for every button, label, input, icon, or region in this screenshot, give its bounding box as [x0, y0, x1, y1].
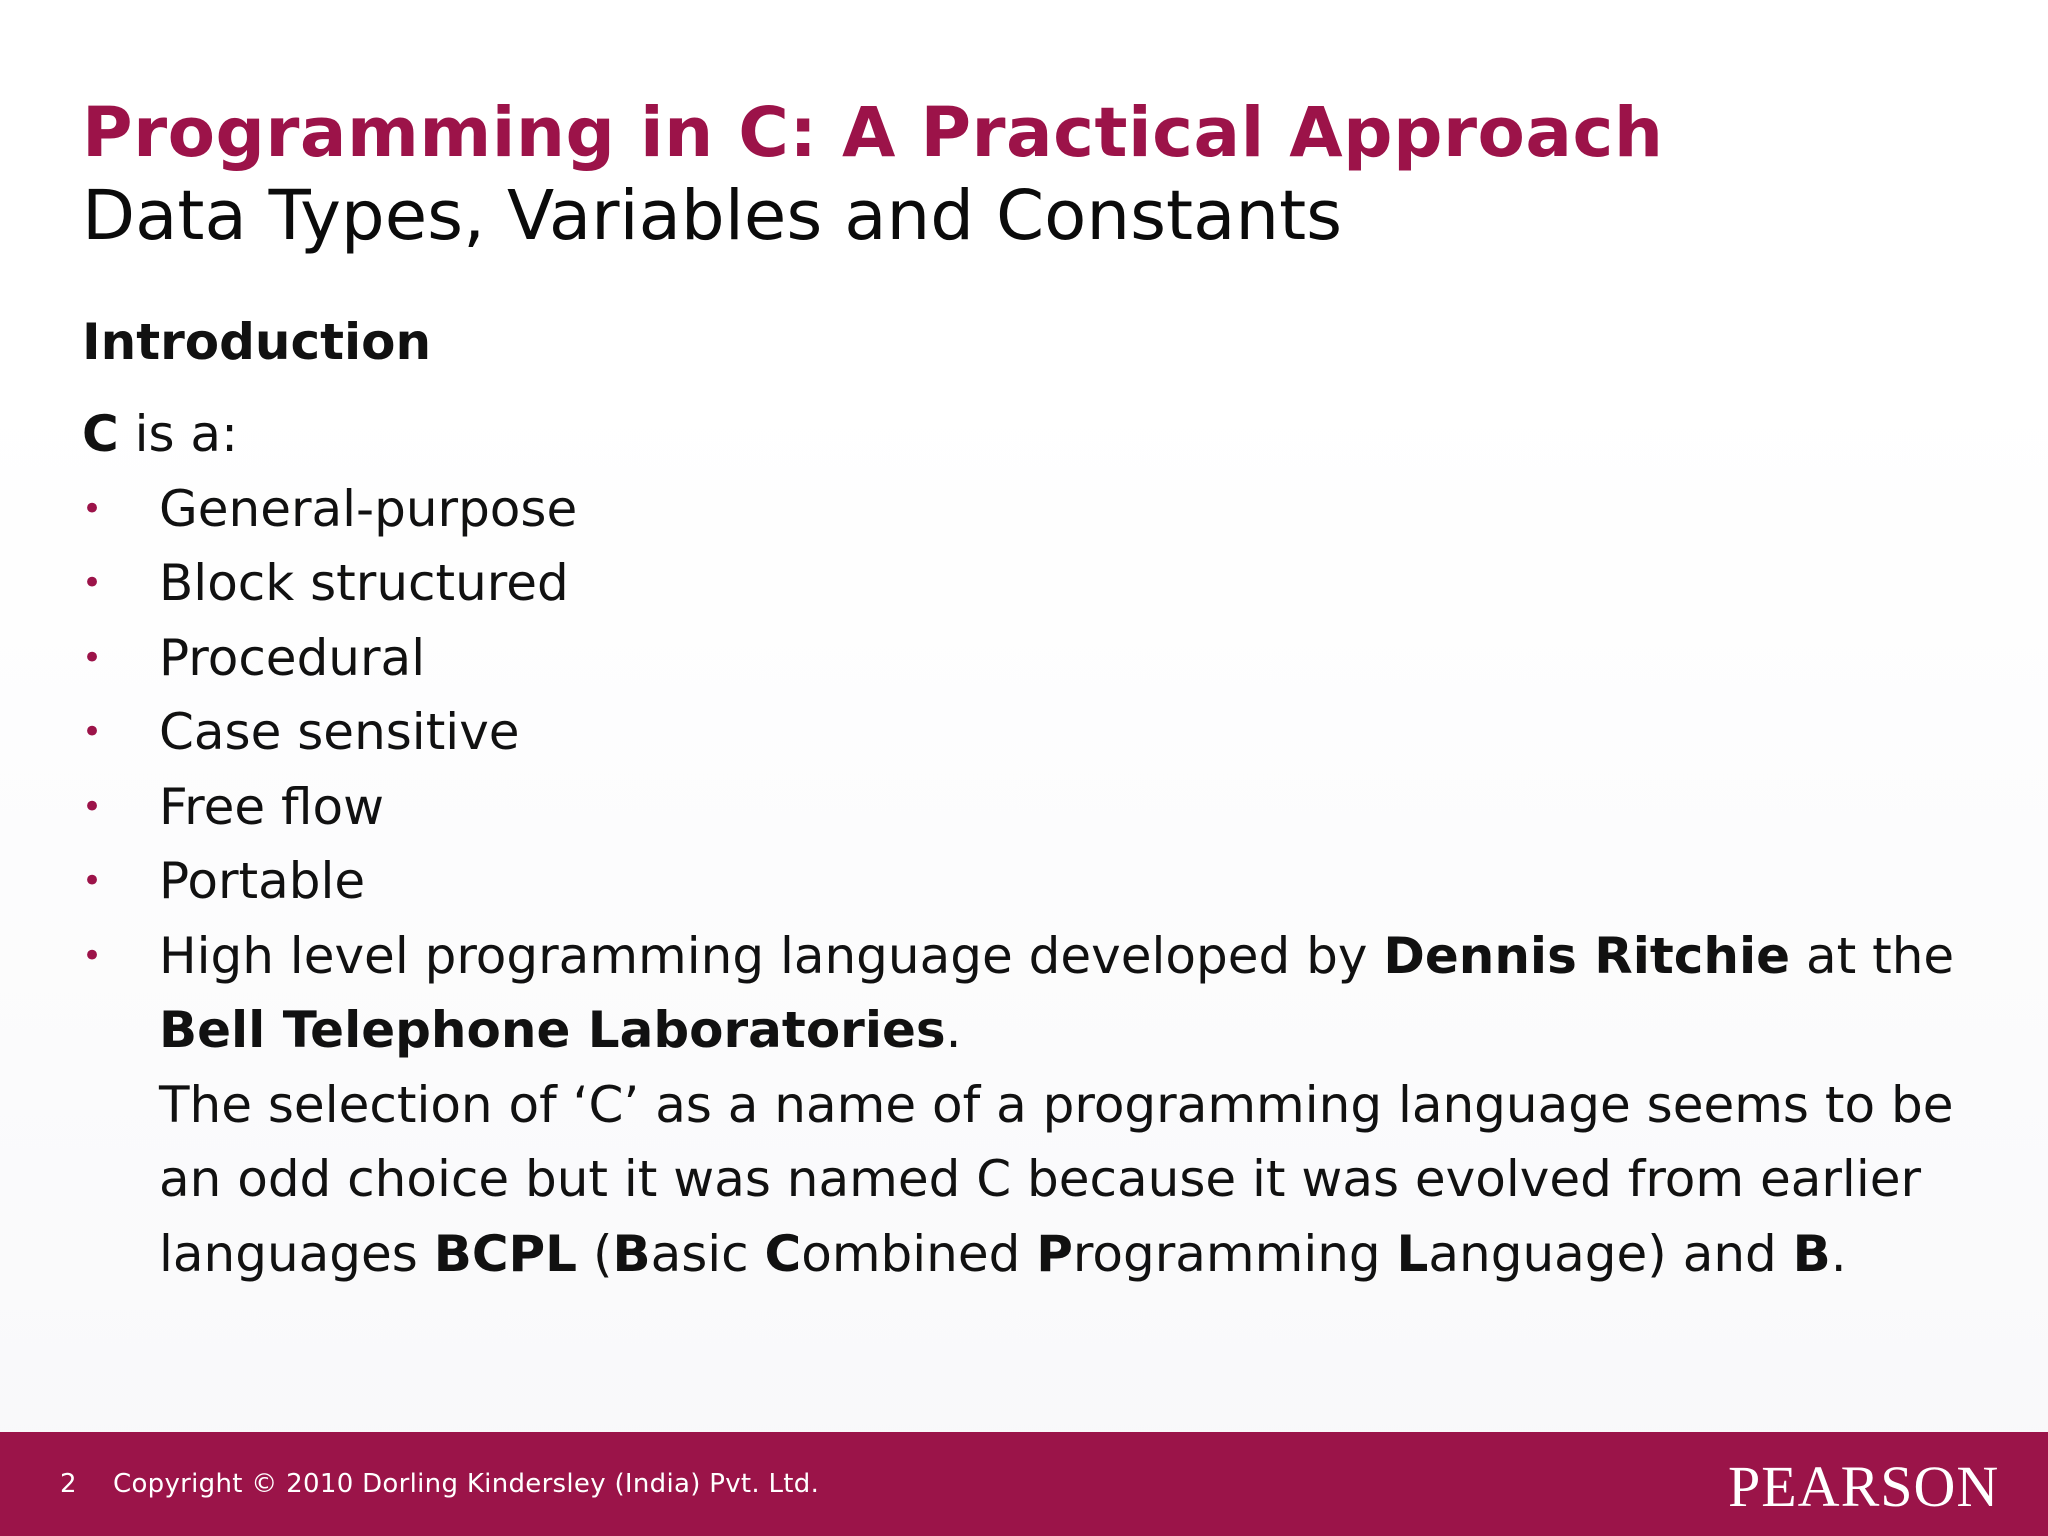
- list-item-text: Procedural: [159, 628, 426, 687]
- list-item-text: General-purpose: [159, 479, 578, 538]
- bullet-icon: •: [82, 563, 103, 603]
- list-item-text: Portable: [159, 852, 366, 910]
- bullet-icon: •: [82, 488, 103, 529]
- acronym-letter: C: [764, 1224, 802, 1283]
- list-item: [82, 472, 1962, 547]
- pearson-logo-icon: [1728, 1452, 2008, 1516]
- b-term: B: [1792, 1224, 1831, 1283]
- page-number: 2: [60, 1469, 77, 1499]
- bullet-list: [82, 472, 1962, 1068]
- list-item: [82, 546, 1962, 621]
- inventor-name: Dennis Ritchie: [1383, 926, 1791, 985]
- acronym-letter: L: [1396, 1224, 1429, 1283]
- list-item: [82, 770, 1962, 845]
- list-item-text: Block structured: [159, 554, 569, 612]
- section-heading: Introduction: [82, 313, 432, 371]
- bcpl-term: BCPL: [433, 1224, 578, 1283]
- paragraph: [82, 1068, 1962, 1292]
- bullet-icon: •: [82, 712, 103, 752]
- page-title: Programming in C: A Practical Approach: [82, 93, 1664, 173]
- title-block: [82, 92, 1962, 258]
- lab-name: Bell Telephone Laboratories: [159, 1001, 946, 1059]
- slide-content: [82, 305, 1962, 1291]
- list-item-text: High level programming language developed by: [159, 926, 1384, 985]
- paragraph-text: The selection of ‘C’ as a name of a programming language seems to be an odd choice but it was named C because it was evolved from earlier languages: [159, 1075, 1954, 1283]
- list-item: [82, 621, 1962, 696]
- paragraph-text: anguage) and: [1428, 1224, 1793, 1283]
- bullet-icon: •: [82, 861, 103, 901]
- intro-line: [82, 397, 1962, 472]
- acronym-letter: P: [1036, 1224, 1073, 1283]
- paragraph-text: ombined: [801, 1224, 1037, 1283]
- acronym-letter: B: [612, 1224, 651, 1283]
- logo-text: PEARSON: [1728, 1454, 2000, 1516]
- list-item: [82, 695, 1962, 770]
- bullet-icon: •: [82, 637, 103, 678]
- copyright-text: Copyright © 2010 Dorling Kindersley (India) Pvt. Ltd.: [113, 1469, 820, 1499]
- page-subtitle: Data Types, Variables and Constants: [82, 176, 1343, 256]
- list-item-text: Free flow: [159, 777, 384, 836]
- paragraph-text: asic: [650, 1224, 765, 1283]
- list-item-text: .: [945, 1001, 962, 1059]
- list-item: [82, 919, 1962, 1068]
- footer-bar: [0, 1432, 2048, 1536]
- intro-bold: C: [82, 405, 119, 463]
- bullet-icon: •: [82, 786, 103, 827]
- bullet-icon: •: [82, 935, 103, 976]
- intro-text: is a:: [118, 405, 238, 463]
- paragraph-text: .: [1830, 1224, 1847, 1283]
- paragraph-text: rogramming: [1072, 1224, 1397, 1283]
- list-item-text: Case sensitive: [159, 703, 520, 761]
- paragraph-text: (: [577, 1224, 613, 1283]
- list-item-text: at the: [1790, 926, 1955, 985]
- list-item: [82, 844, 1962, 919]
